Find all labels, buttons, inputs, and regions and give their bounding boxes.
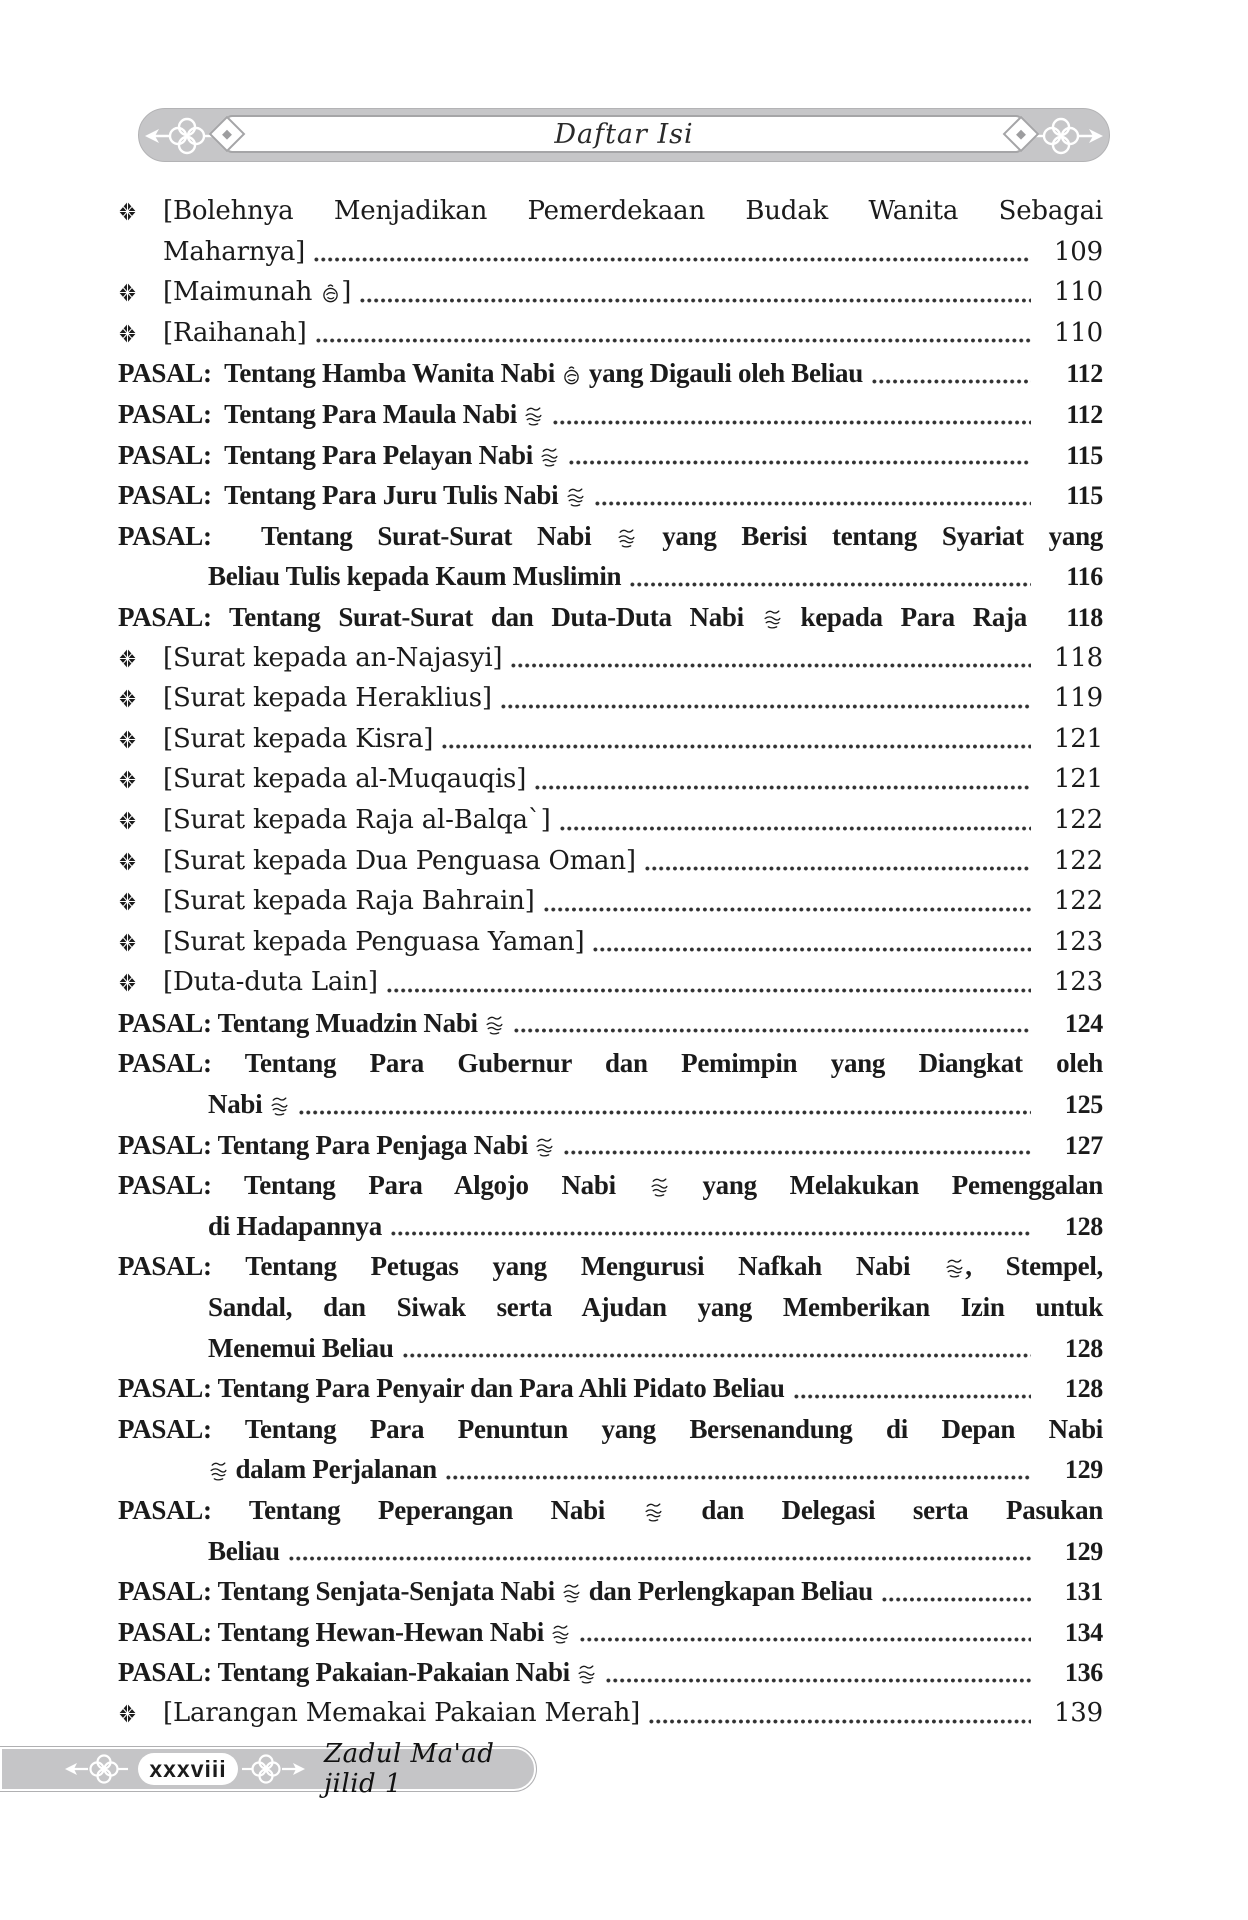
page-number: 118 (1053, 642, 1103, 673)
entry-text: PASAL: Tentang Para Penjaga Nabi (118, 1125, 555, 1170)
saw-honorific-icon (485, 1007, 504, 1048)
toc-entry-line (163, 841, 1103, 882)
entry-text: Maharnya] (163, 236, 306, 267)
footer-ornament-left-icon (64, 1752, 132, 1786)
toc-entry-line (163, 678, 1103, 719)
toc-item-pasal (118, 1652, 1103, 1693)
entry-text: di Hadapannya (208, 1210, 382, 1241)
dotted-leader (441, 743, 1031, 750)
saw-honorific-icon (270, 1088, 289, 1129)
toc-item-pasal (118, 1368, 1103, 1409)
toc-item-pasal (118, 1409, 1103, 1490)
dotted-leader (563, 1149, 1031, 1156)
bullet-icon (119, 649, 136, 668)
bullet-woven-diamond-icon (119, 689, 136, 708)
toc-entry-line (163, 719, 1103, 760)
dotted-leader (579, 1636, 1031, 1643)
toc-item-sub (118, 191, 1103, 272)
toc-entry-line (118, 597, 1103, 638)
toc-item-sub (118, 638, 1103, 679)
page-number: 118 (1066, 602, 1103, 632)
toc-entry-line (118, 1328, 1103, 1369)
dotted-leader (644, 865, 1031, 872)
saw-honorific-icon (945, 1250, 964, 1291)
toc-entry-line: Sandal, dan Siwak serta Ajudan yang Memberikan Izin untuk (208, 1292, 1103, 1323)
toc-entry-line (163, 313, 1103, 354)
bullet-icon (119, 933, 136, 952)
toc-entry-line: PASAL: Tentang Peperangan Nabi dan Delegasi serta Pasukan (118, 1490, 1103, 1531)
bullet-icon (119, 973, 136, 992)
entry-text: PASAL: Tentang Surat-Surat dan Duta-Duta Nabi kepada Para Raja (118, 597, 1027, 642)
page-number: 128 (1064, 1333, 1103, 1363)
page-number: 112 (1066, 399, 1103, 429)
entry-text: [Surat kepada Heraklius] (163, 683, 492, 714)
toc-entry-line (163, 638, 1103, 679)
entry-text: PASAL: Tentang Hewan-Hewan Nabi (118, 1612, 571, 1657)
saw-honorific-icon (535, 1129, 554, 1170)
entry-text: PASAL: Tentang Pakaian-Pakaian Nabi (118, 1652, 597, 1697)
page-number: 129 (1064, 1536, 1103, 1566)
toc-item-pasal (118, 353, 1103, 394)
entry-text: [Surat kepada al-Muqauqis] (163, 764, 527, 795)
entry-text: PASAL: Tentang Hamba Wanita Nabi yang Digauli oleh Beliau (118, 353, 863, 398)
saw-honorific-icon (540, 439, 559, 480)
toc-entry-line: PASAL: Tentang Para Algojo Nabi yang Melakukan Pemenggalan (118, 1165, 1103, 1206)
toc-entry-line (163, 881, 1103, 922)
entry-text: PASAL: Tentang Senjata-Senjata Nabi dan Perlengkapan Beliau (118, 1571, 873, 1616)
bullet-icon (119, 852, 136, 871)
page-number: 125 (1064, 1090, 1103, 1120)
bullet-woven-diamond-icon (119, 933, 136, 952)
dotted-leader (648, 1718, 1031, 1725)
bullet-woven-diamond-icon (119, 283, 136, 302)
toc-entry-line (118, 1125, 1103, 1166)
toc-entry-line (118, 1612, 1103, 1653)
toc-entry-line (118, 1571, 1103, 1612)
saw-honorific-icon (566, 479, 585, 520)
entry-text: [Duta-duta Lain] (163, 967, 378, 998)
bullet-woven-diamond-icon (119, 770, 136, 789)
toc-item-pasal (118, 1571, 1103, 1612)
footer-page-number-pill (138, 1753, 238, 1785)
page-number: 110 (1053, 277, 1103, 308)
entry-text: [Surat kepada Raja al-Balqa`] (163, 804, 551, 835)
toc-entry-line (163, 272, 1103, 313)
saw-honorific-icon (763, 601, 782, 642)
page-number: 122 (1053, 804, 1103, 835)
ra-honorific-icon (562, 357, 581, 398)
page-number: 139 (1053, 1697, 1103, 1728)
bullet-icon (119, 1704, 136, 1723)
entry-text: PASAL: Tentang Para Pelayan Nabi (118, 435, 560, 480)
toc-item-pasal (118, 1165, 1103, 1246)
page-number: 121 (1053, 723, 1103, 754)
toc-item-pasal (118, 1125, 1103, 1166)
bullet-woven-diamond-icon (119, 973, 136, 992)
bullet-icon (119, 202, 136, 221)
bullet-woven-diamond-icon (119, 202, 136, 221)
page-number: 128 (1064, 1211, 1103, 1241)
toc-item-pasal (118, 1043, 1103, 1124)
toc-entry-line (118, 435, 1103, 476)
bullet-icon (119, 811, 136, 830)
page-number: 128 (1064, 1374, 1103, 1404)
entry-text: [Larangan Memakai Pakaian Merah] (163, 1697, 641, 1728)
toc-entry-line: [Bolehnya Menjadikan Pemerdekaan Budak Wanita Sebagai (163, 196, 1103, 226)
toc-item-pasal (118, 475, 1103, 516)
saw-honorific-icon (524, 398, 543, 439)
header-band (138, 108, 1110, 162)
entry-text: PASAL: Tentang Para Juru Tulis Nabi (118, 475, 586, 520)
toc-entry-line: PASAL: Tentang Petugas yang Mengurusi Nafkah Nabi , Stempel, (118, 1246, 1103, 1287)
toc-entry-line (163, 800, 1103, 841)
page-number: 122 (1053, 845, 1103, 876)
page-number: 112 (1066, 359, 1103, 389)
footer-page-label: xxxviii (149, 1755, 227, 1782)
toc-entry-line (118, 1084, 1103, 1125)
dotted-leader (543, 906, 1031, 913)
bullet-woven-diamond-icon (119, 649, 136, 668)
dotted-leader (298, 1109, 1031, 1116)
toc-entry-line (118, 556, 1103, 597)
entry-text: [Surat kepada Penguasa Yaman] (163, 926, 585, 957)
dotted-leader (386, 987, 1031, 994)
dotted-leader (871, 378, 1031, 385)
page-number: 123 (1053, 926, 1103, 957)
dotted-leader (594, 500, 1031, 507)
footer-ornament-middle-icon (238, 1752, 306, 1786)
toc-entry-line (118, 1368, 1103, 1409)
toc-item-sub (118, 841, 1103, 882)
dotted-leader (445, 1474, 1031, 1481)
bullet-icon (119, 892, 136, 911)
toc-item-sub (118, 800, 1103, 841)
dotted-leader (513, 1027, 1031, 1034)
footer-book-title: Zadul Ma'ad jilid 1 (324, 1739, 495, 1799)
dotted-leader (629, 581, 1031, 588)
page-number: 110 (1053, 317, 1103, 348)
dotted-leader (402, 1352, 1031, 1359)
page-number: 116 (1066, 562, 1103, 592)
dotted-leader (534, 784, 1031, 791)
bullet-woven-diamond-icon (119, 1704, 136, 1723)
dotted-leader (592, 946, 1031, 953)
entry-text: PASAL: Tentang Para Maula Nabi (118, 394, 544, 439)
footer-band (0, 1739, 536, 1799)
entry-text: Beliau Tulis kepada Kaum Muslimin (208, 561, 622, 592)
dotted-leader (1031, 631, 1037, 638)
toc-entry-line (163, 1693, 1103, 1734)
page-number: 136 (1064, 1658, 1103, 1688)
entry-text: [Raihanah] (163, 317, 307, 348)
entry-text: Beliau (208, 1535, 280, 1566)
saw-honorific-icon (562, 1575, 581, 1616)
toc-item-sub (118, 272, 1103, 313)
header-title-panel (225, 115, 1023, 153)
entry-text: [Surat kepada Raja Bahrain] (163, 886, 535, 917)
page-number: 119 (1053, 683, 1103, 714)
page-number: 109 (1053, 236, 1103, 267)
saw-honorific-icon (209, 1453, 228, 1494)
toc-entry-line (118, 1206, 1103, 1247)
saw-honorific-icon (644, 1494, 663, 1535)
entry-text: [Surat kepada Dua Penguasa Oman] (163, 845, 636, 876)
page-number: 115 (1066, 440, 1103, 470)
toc-list (118, 191, 1103, 1734)
toc-item-sub (118, 313, 1103, 354)
entry-text: dalam Perjalanan (208, 1449, 437, 1494)
dotted-leader (568, 459, 1031, 466)
toc-entry-line (163, 922, 1103, 963)
toc-item-sub (118, 678, 1103, 719)
toc-item-pasal (118, 1246, 1103, 1368)
page-number: 122 (1053, 886, 1103, 917)
toc-entry-line: PASAL: Tentang Para Gubernur dan Pemimpin yang Diangkat oleh (118, 1048, 1103, 1079)
bullet-icon (119, 283, 136, 302)
toc-item-sub (118, 881, 1103, 922)
dotted-leader (559, 825, 1031, 832)
saw-honorific-icon (551, 1616, 570, 1657)
bullet-woven-diamond-icon (119, 730, 136, 749)
toc-item-pasal (118, 516, 1103, 597)
toc-item-pasal (118, 597, 1103, 638)
saw-honorific-icon (617, 520, 636, 561)
toc-entry-line (118, 475, 1103, 516)
bullet-woven-diamond-icon (119, 811, 136, 830)
toc-entry-line (118, 1003, 1103, 1044)
bullet-icon (119, 770, 136, 789)
toc-item-pasal (118, 435, 1103, 476)
toc-entry-line (118, 1652, 1103, 1693)
entry-text: [Surat kepada Kisra] (163, 723, 434, 754)
toc-entry-line (118, 1531, 1103, 1572)
bullet-icon (119, 324, 136, 343)
page-number: 127 (1064, 1130, 1103, 1160)
page-number: 134 (1064, 1617, 1103, 1647)
dotted-leader (313, 256, 1031, 263)
toc-entry-line: PASAL: Tentang Surat-Surat Nabi yang Berisi tentang Syariat yang (118, 516, 1103, 557)
dotted-leader (359, 297, 1031, 304)
bullet-icon (119, 689, 136, 708)
toc-item-pasal (118, 1612, 1103, 1653)
ra-honorific-icon (321, 276, 340, 317)
entry-text: Nabi (208, 1084, 290, 1129)
toc-entry-line: PASAL: Tentang Para Penuntun yang Bersenandung di Depan Nabi (118, 1413, 1103, 1444)
toc-entry-line (163, 962, 1103, 1003)
dotted-leader (288, 1555, 1031, 1562)
dotted-leader (605, 1677, 1031, 1684)
dotted-leader (552, 419, 1031, 426)
saw-honorific-icon (650, 1169, 669, 1210)
toc-item-sub (118, 719, 1103, 760)
bullet-woven-diamond-icon (119, 892, 136, 911)
toc-entry-line (163, 759, 1103, 800)
toc-entry-line (163, 232, 1103, 273)
toc-entry-line (118, 1449, 1103, 1490)
page-number: 131 (1064, 1577, 1103, 1607)
bullet-woven-diamond-icon (119, 324, 136, 343)
toc-item-sub (118, 922, 1103, 963)
toc-item-sub (118, 1693, 1103, 1734)
toc-item-sub (118, 962, 1103, 1003)
toc-item-sub (118, 759, 1103, 800)
entry-text: [Maimunah ] (163, 272, 351, 317)
dotted-leader (793, 1393, 1031, 1400)
entry-text: [Surat kepada an-Najasyi] (163, 642, 503, 673)
page-number: 129 (1064, 1455, 1103, 1485)
toc-item-pasal (118, 1003, 1103, 1044)
page-title: Daftar Isi (554, 118, 694, 150)
page-number: 123 (1053, 967, 1103, 998)
page-number: 124 (1064, 1008, 1103, 1038)
dotted-leader (390, 1230, 1031, 1237)
dotted-leader (881, 1596, 1031, 1603)
entry-text: Menemui Beliau (208, 1332, 394, 1363)
dotted-leader (510, 662, 1031, 669)
page-number: 115 (1066, 481, 1103, 511)
dotted-leader (500, 703, 1031, 710)
entry-text: PASAL: Tentang Para Penyair dan Para Ahli Pidato Beliau (118, 1373, 785, 1404)
saw-honorific-icon (577, 1656, 596, 1697)
page-number: 121 (1053, 764, 1103, 795)
dotted-leader (315, 337, 1031, 344)
toc-item-pasal (118, 1490, 1103, 1571)
bullet-woven-diamond-icon (119, 852, 136, 871)
bullet-icon (119, 730, 136, 749)
toc-entry-line (118, 353, 1103, 394)
entry-text: PASAL: Tentang Muadzin Nabi (118, 1003, 505, 1048)
toc-item-pasal (118, 394, 1103, 435)
toc-entry-line (118, 394, 1103, 435)
